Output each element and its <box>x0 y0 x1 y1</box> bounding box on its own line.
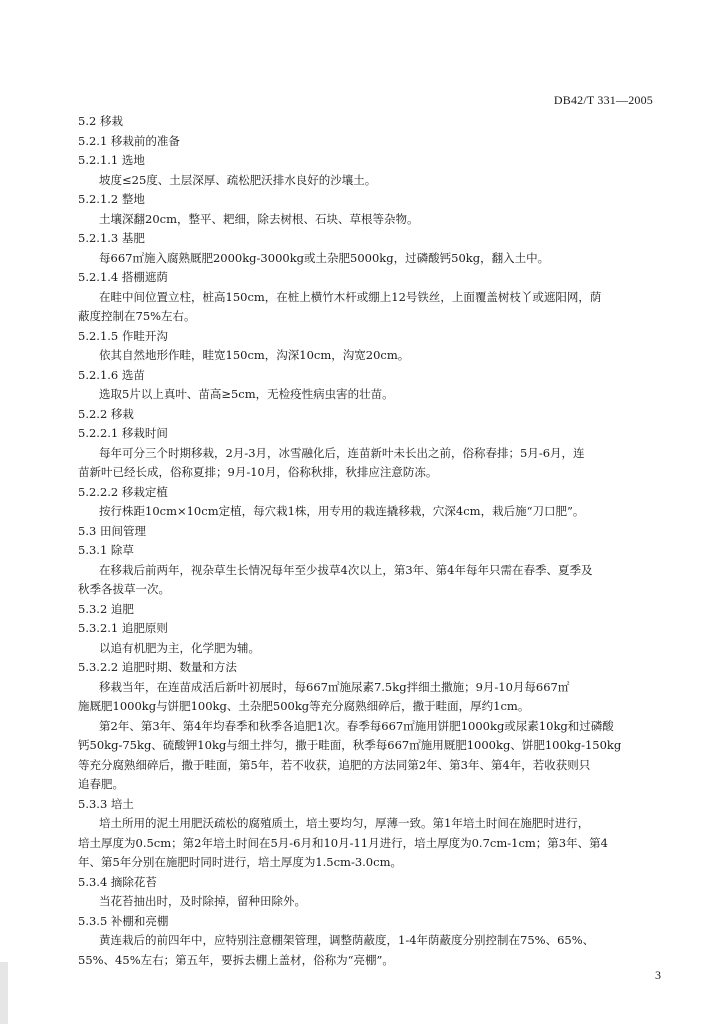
body-text-line: 蔽度控制在75%左右。 <box>78 309 196 323</box>
section-heading: 5.3.1 除草 <box>78 543 134 557</box>
section-heading: 5.2 移栽 <box>78 114 123 128</box>
scan-edge-shadow <box>0 962 8 1024</box>
body-text-line: 第2年、第3年、第4年均春季和秋季各追肥1次。春季每667㎡施用饼肥1000kg或尿素10kg和过磷酸 <box>99 718 614 733</box>
section-heading: 5.3.2 追肥 <box>78 601 134 616</box>
body-text-line: 55%、45%左右；第五年，要拆去棚上盖材，俗称为“亮棚”。 <box>78 952 394 967</box>
body-text-line: 选取5片以上真叶、苗高≥5cm，无检疫性病虫害的壮苗。 <box>99 387 394 401</box>
section-heading: 5.3 田间管理 <box>78 523 146 538</box>
body-text-line: 钙50kg-75kg、硫酸钾10kg与细土拌匀，撒于畦面，秋季每667㎡施用厩肥1000kg、饼肥100kg-150kg <box>78 738 622 752</box>
body-text-line: 坡度≤25度、土层深厚、疏松肥沃排水良好的沙壤土。 <box>99 172 377 187</box>
body-text-line: 施厩肥1000kg与饼肥100kg、土杂肥500kg等充分腐熟细碎后，撒于畦面，厚约1cm。 <box>78 699 530 713</box>
body-text-line: 依其自然地形作畦，畦宽150cm，沟深10cm，沟宽20cm。 <box>99 348 410 362</box>
body-text-line: 培土厚度为0.5cm；第2年培土时间在5月-6月和10月-11月进行，培土厚度为0.7cm-1cm；第3年、第4 <box>78 835 608 850</box>
section-heading: 5.2.1.4 搭棚遮荫 <box>78 270 168 284</box>
body-text-line: 每667㎡施入腐熟厩肥2000kg-3000kg或土杂肥5000kg，过磷酸钙50kg，翻入土中。 <box>99 250 550 265</box>
section-heading: 5.2.2.2 移栽定植 <box>78 484 168 499</box>
body-text-line: 秋季各拔草一次。 <box>78 582 170 596</box>
section-heading: 5.2.1.6 选苗 <box>78 367 145 382</box>
body-text-line: 追春肥。 <box>78 777 124 791</box>
section-heading: 5.3.2.2 追肥时期、数量和方法 <box>78 660 237 674</box>
body-text-line: 苗新叶已经长成，俗称夏排；9月-10月，俗称秋排，秋排应注意防冻。 <box>78 465 438 479</box>
body-text-line: 按行株距10cm×10cm定植，每穴栽1株，用专用的栽连撬移栽，穴深4cm，栽后施“刀口肥”。 <box>99 504 585 518</box>
body-text-line: 在移栽后前两年，视杂草生长情况每年至少拔草4次以上，第3年、第4年每年只需在春季、夏季及 <box>99 562 593 577</box>
section-heading: 5.2.2 移栽 <box>78 406 134 421</box>
standard-number: DB42/T 331—2005 <box>553 93 653 107</box>
section-heading: 5.3.3 培土 <box>78 796 134 811</box>
body-text-line: 黄连栽后的前四年中，应特别注意棚架管理，调整荫蔽度，1-4年荫蔽度分别控制在75%、65%、 <box>99 933 595 947</box>
body-text-line: 年、第5年分别在施肥时同时进行，培土厚度为1.5cm-3.0cm。 <box>78 855 402 869</box>
section-heading: 5.2.1.2 整地 <box>78 192 145 206</box>
section-heading: 5.2.1.5 作畦开沟 <box>78 328 168 343</box>
section-heading: 5.3.2.1 追肥原则 <box>78 621 168 635</box>
section-heading: 5.2.1.3 基肥 <box>78 231 145 245</box>
page-number: 3 <box>655 968 661 982</box>
body-text-line: 移栽当年，在连苗成活后新叶初展时，每667㎡施尿素7.5kg拌细土撒施；9月-10月每667㎡ <box>99 679 570 694</box>
section-heading: 5.2.2.1 移栽时间 <box>78 426 168 440</box>
body-text-line: 以追有机肥为主，化学肥为辅。 <box>99 640 260 655</box>
body-text-line: 土壤深翻20cm，整平、耙细，除去树根、石块、草根等杂物。 <box>99 211 419 226</box>
section-heading: 5.2.1 移栽前的准备 <box>78 133 180 148</box>
section-heading: 5.2.1.1 选地 <box>78 153 145 167</box>
body-text-line: 每年可分三个时期移栽，2月-3月，冰雪融化后，连苗新叶未长出之前，俗称春排；5月-6月，连 <box>99 445 585 460</box>
body-text-line: 当花苔抽出时，及时除掉，留种田除外。 <box>99 894 306 908</box>
body-text-line: 在畦中间位置立柱，桩高150cm，在桩上横竹木杆或绷上12号铁丝，上面覆盖树枝丫或遮阳网，荫 <box>99 289 602 304</box>
document-body <box>78 112 658 970</box>
section-heading: 5.3.4 摘除花苔 <box>78 874 157 889</box>
section-heading: 5.3.5 补棚和亮棚 <box>78 913 169 928</box>
body-text-line: 等充分腐熟细碎后，撒于畦面，第5年，若不收获，追肥的方法同第2年、第3年、第4年，若收获则只 <box>78 757 591 772</box>
body-text-line: 培土所用的泥土用肥沃疏松的腐殖质土，培土要均匀，厚薄一致。第1年培土时间在施肥时进行， <box>99 816 590 830</box>
